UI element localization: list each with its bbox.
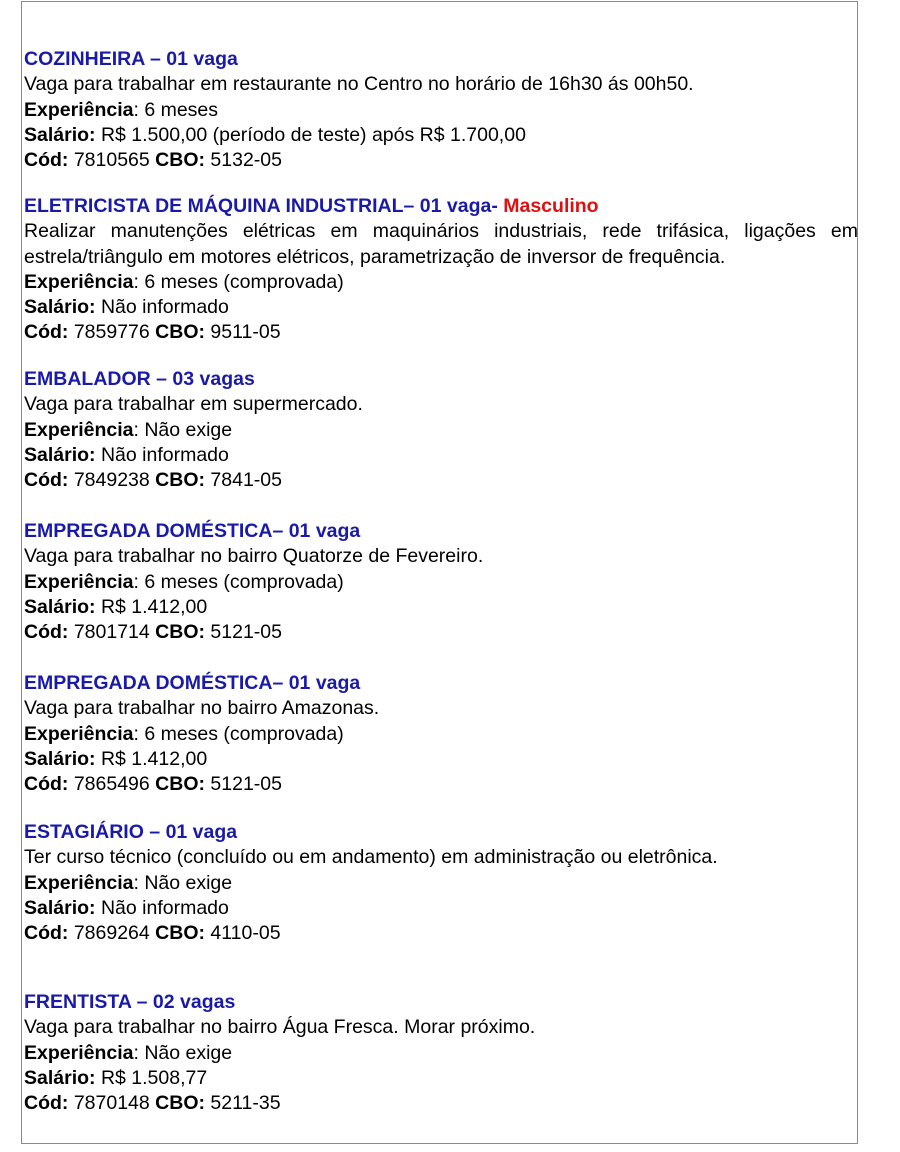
job-listing <box>24 820 858 946</box>
code-line <box>24 320 858 345</box>
job-title: ESTAGIÁRIO – 01 vaga <box>24 821 238 843</box>
experience-value: : 6 meses (comprovada) <box>133 570 344 593</box>
job-title-line <box>24 47 858 72</box>
cbo-label: CBO: <box>155 321 205 344</box>
experience-line <box>24 722 858 747</box>
job-title-line <box>24 519 858 544</box>
experience-label: Experiência <box>24 1041 134 1064</box>
code-value: 7870148 <box>73 1092 150 1115</box>
experience-line <box>24 871 858 896</box>
code-line <box>24 468 858 493</box>
salary-label: Salário: <box>24 1066 96 1089</box>
code-value: 7859776 <box>73 321 150 344</box>
experience-value: : 6 meses (comprovada) <box>133 270 344 293</box>
salary-line <box>24 123 858 148</box>
salary-value: R$ 1.500,00 (período de teste) após R$ 1.700,00 <box>100 123 526 146</box>
job-description: Vaga para trabalhar no bairro Amazonas. <box>24 697 380 720</box>
job-title-line <box>24 990 858 1015</box>
job-description: Vaga para trabalhar em restaurante no Centro no horário de 16h30 ás 00h50. <box>24 73 694 96</box>
job-description: Ter curso técnico (concluído ou em andamento) em administração ou eletrônica. <box>24 846 718 869</box>
salary-value: R$ 1.412,00 <box>100 747 208 770</box>
job-title-line <box>24 671 858 696</box>
cbo-value: 5121-05 <box>210 773 282 796</box>
experience-value: : 6 meses (comprovada) <box>133 722 344 745</box>
experience-label: Experiência <box>24 722 134 745</box>
job-description: Vaga para trabalhar em supermercado. <box>24 393 363 416</box>
job-title-line <box>24 194 858 219</box>
cbo-label: CBO: <box>155 469 205 492</box>
code-line <box>24 921 858 946</box>
experience-label: Experiência <box>24 98 134 121</box>
code-label: Cód: <box>24 469 69 492</box>
job-title: EMBALADOR – 03 vagas <box>24 368 255 390</box>
experience-value: : Não exige <box>133 1041 233 1064</box>
salary-line <box>24 747 858 772</box>
experience-value: : Não exige <box>133 418 233 441</box>
experience-label: Experiência <box>24 270 134 293</box>
job-listing <box>24 47 858 173</box>
cbo-label: CBO: <box>155 1092 205 1115</box>
salary-value: Não informado <box>100 296 229 319</box>
experience-label: Experiência <box>24 871 134 894</box>
job-listing <box>24 671 858 797</box>
code-line <box>24 1091 858 1116</box>
cbo-value: 9511-05 <box>210 321 281 344</box>
experience-line <box>24 570 858 595</box>
salary-label: Salário: <box>24 443 96 466</box>
job-title: COZINHEIRA – 01 vaga <box>24 48 238 70</box>
job-title-line <box>24 820 858 845</box>
job-description: Vaga para trabalhar no bairro Água Fresca. Morar próximo. <box>24 1016 536 1039</box>
job-title: ELETRICISTA DE MÁQUINA INDUSTRIAL– 01 vaga- <box>24 195 498 217</box>
experience-line <box>24 418 858 443</box>
experience-line <box>24 98 858 123</box>
code-label: Cód: <box>24 1092 69 1115</box>
cbo-label: CBO: <box>155 621 205 644</box>
job-title: EMPREGADA DOMÉSTICA– 01 vaga <box>24 672 361 694</box>
cbo-value: 7841-05 <box>210 469 282 492</box>
experience-label: Experiência <box>24 418 134 441</box>
code-value: 7810565 <box>73 149 150 172</box>
cbo-label: CBO: <box>155 922 205 945</box>
salary-value: Não informado <box>100 896 229 919</box>
salary-value: R$ 1.412,00 <box>100 595 208 618</box>
gender-requirement: Masculino <box>503 195 599 217</box>
experience-line <box>24 270 858 295</box>
job-description: Realizar manutenções elétricas em maquinários industriais, rede trifásica, ligações em estrela/triângulo em motores elétricos, parametrização de inversor de frequência. <box>24 220 858 268</box>
job-listing <box>24 519 858 645</box>
code-value: 7849238 <box>73 469 150 492</box>
code-line <box>24 772 858 797</box>
code-label: Cód: <box>24 149 69 172</box>
job-title: EMPREGADA DOMÉSTICA– 01 vaga <box>24 520 361 542</box>
code-value: 7869264 <box>73 922 150 945</box>
code-label: Cód: <box>24 922 69 945</box>
job-title-line <box>24 367 858 392</box>
salary-label: Salário: <box>24 896 96 919</box>
code-value: 7865496 <box>73 773 150 796</box>
experience-label: Experiência <box>24 570 134 593</box>
cbo-value: 5121-05 <box>210 621 282 644</box>
job-listing <box>24 367 858 493</box>
cbo-value: 5132-05 <box>210 149 282 172</box>
job-title: FRENTISTA – 02 vagas <box>24 991 236 1013</box>
salary-label: Salário: <box>24 747 96 770</box>
salary-value: R$ 1.508,77 <box>100 1066 208 1089</box>
salary-line <box>24 595 858 620</box>
code-label: Cód: <box>24 321 69 344</box>
salary-line <box>24 443 858 468</box>
experience-value: : 6 meses <box>133 98 219 121</box>
salary-line <box>24 896 858 921</box>
salary-label: Salário: <box>24 123 96 146</box>
job-listing <box>24 990 858 1116</box>
experience-value: : Não exige <box>133 871 233 894</box>
cbo-value: 4110-05 <box>210 922 281 945</box>
code-value: 7801714 <box>73 621 150 644</box>
job-description: Vaga para trabalhar no bairro Quatorze de Fevereiro. <box>24 545 484 568</box>
salary-label: Salário: <box>24 296 96 319</box>
experience-line <box>24 1041 858 1066</box>
code-label: Cód: <box>24 621 69 644</box>
cbo-label: CBO: <box>155 149 205 172</box>
salary-line <box>24 1066 858 1091</box>
salary-line <box>24 295 858 320</box>
salary-label: Salário: <box>24 595 96 618</box>
salary-value: Não informado <box>100 443 229 466</box>
job-listing <box>24 194 858 346</box>
code-line <box>24 620 858 645</box>
cbo-value: 5211-35 <box>210 1092 281 1115</box>
cbo-label: CBO: <box>155 773 205 796</box>
code-line <box>24 148 858 173</box>
code-label: Cód: <box>24 773 69 796</box>
